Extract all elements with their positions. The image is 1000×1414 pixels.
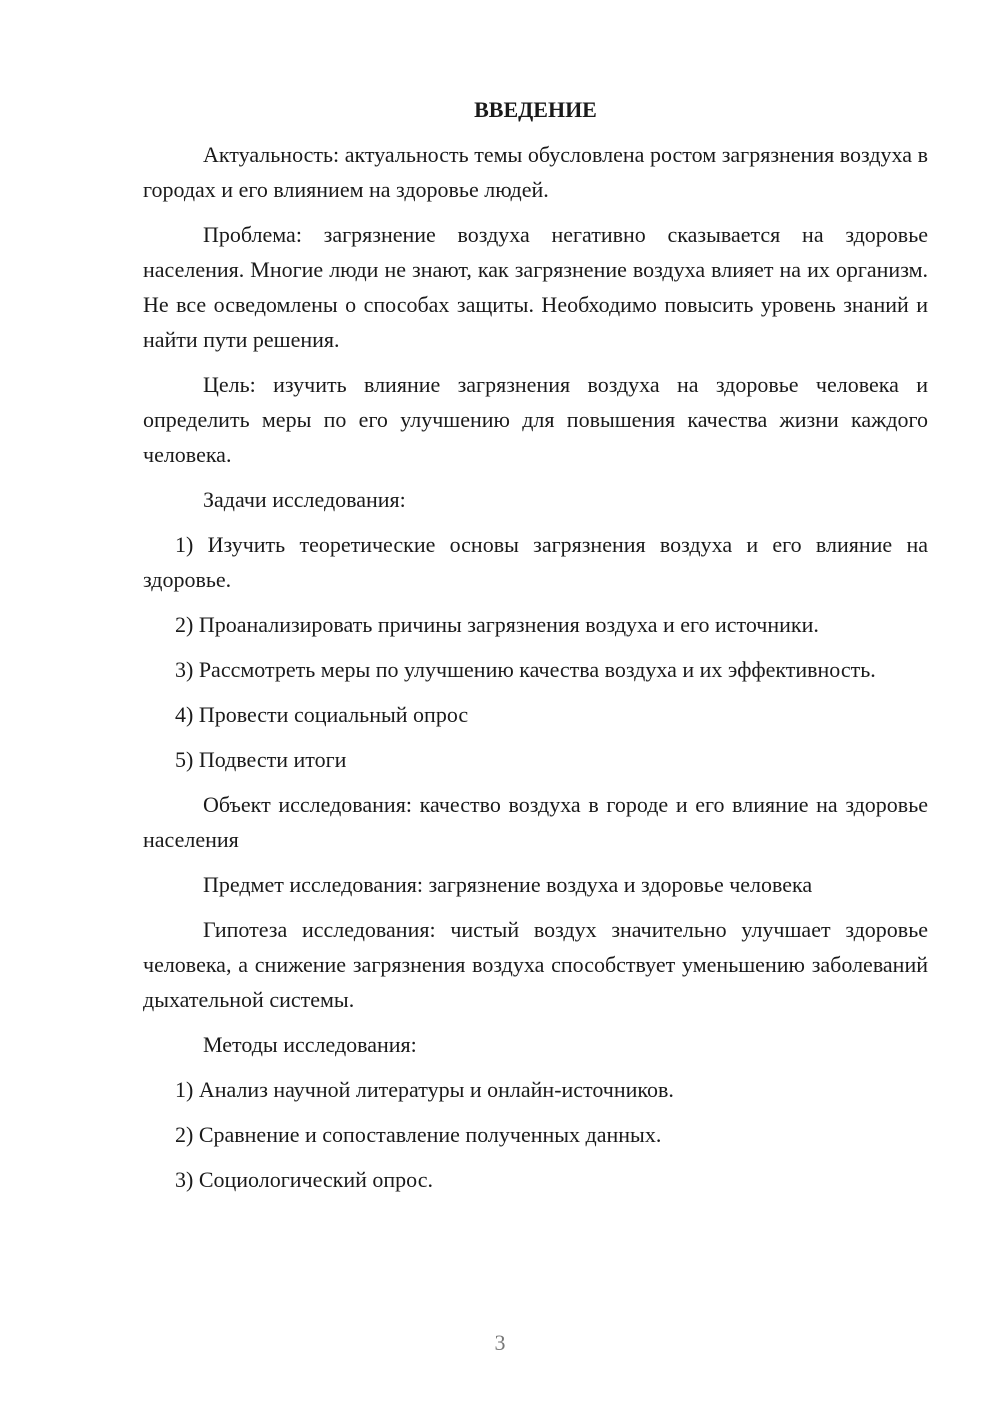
document-body bbox=[143, 92, 928, 1207]
task-item: 5) Подвести итоги bbox=[175, 747, 347, 772]
method-item: 3) Социологический опрос. bbox=[175, 1167, 433, 1192]
hypothesis-paragraph: Гипотеза исследования: чистый воздух значительно улучшает здоровье человека, а снижение загрязнения воздуха способствует уменьшению заболеваний дыхательной системы. bbox=[143, 917, 928, 1012]
tasks-heading: Задачи исследования: bbox=[203, 487, 406, 512]
relevance-paragraph: Актуальность: актуальность темы обусловлена ростом загрязнения воздуха в городах и его влиянием на здоровье людей. bbox=[143, 142, 928, 202]
task-item: 2) Проанализировать причины загрязнения воздуха и его источники. bbox=[175, 612, 819, 637]
task-item: 4) Провести социальный опрос bbox=[175, 702, 469, 727]
task-item: 1) Изучить теоретические основы загрязнения воздуха и его влияние на здоровье. bbox=[143, 532, 928, 592]
document-title: ВВЕДЕНИЕ bbox=[474, 97, 597, 122]
method-item: 1) Анализ научной литературы и онлайн-источников. bbox=[175, 1077, 674, 1102]
object-paragraph: Объект исследования: качество воздуха в городе и его влияние на здоровье населения bbox=[143, 792, 928, 852]
task-item: 3) Рассмотреть меры по улучшению качества воздуха и их эффективность. bbox=[175, 657, 876, 682]
problem-paragraph: Проблема: загрязнение воздуха негативно сказывается на здоровье населения. Многие люди не знают, как загрязнение воздуха влияет на их организм. Не все осведомлены о способах защиты. Необходимо повысить уровень знаний и найти пути решения. bbox=[143, 222, 928, 352]
subject-paragraph: Предмет исследования: загрязнение воздуха и здоровье человека bbox=[203, 872, 813, 897]
goal-paragraph: Цель: изучить влияние загрязнения воздуха на здоровье человека и определить меры по его улучшению для повышения качества жизни каждого человека. bbox=[143, 372, 928, 467]
page-number: 3 bbox=[494, 1330, 506, 1355]
method-item: 2) Сравнение и сопоставление полученных данных. bbox=[175, 1122, 662, 1147]
methods-heading: Методы исследования: bbox=[203, 1032, 417, 1057]
